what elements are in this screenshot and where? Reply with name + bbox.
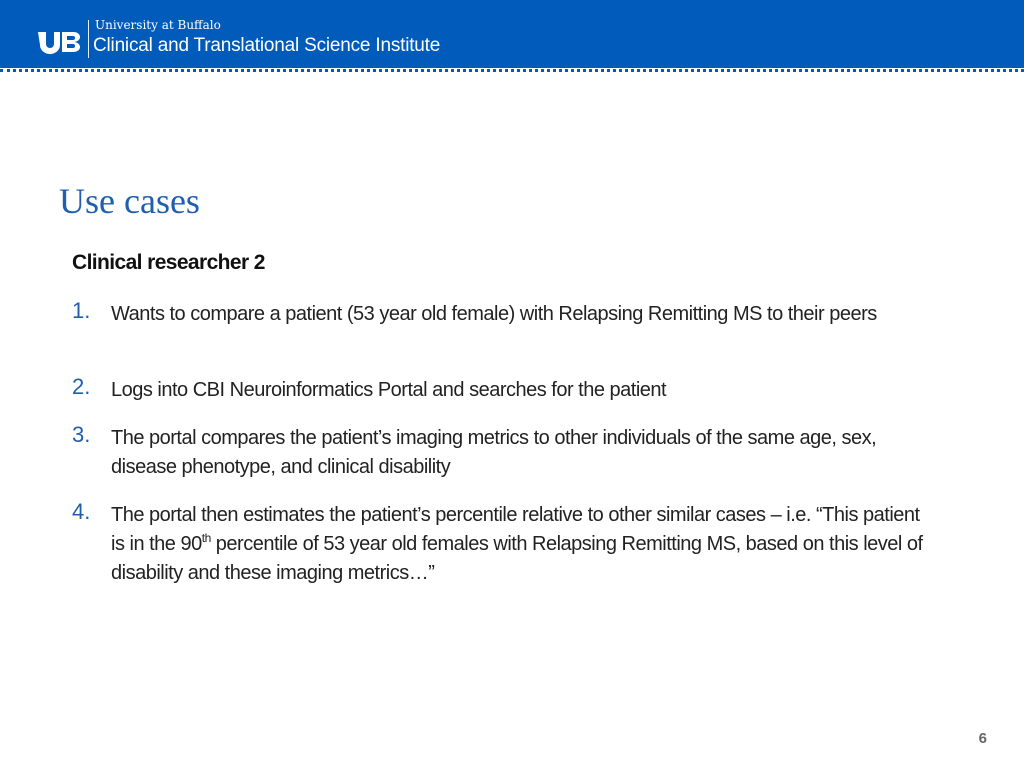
- page-number: 6: [978, 730, 987, 747]
- logo-divider: [88, 20, 89, 58]
- ordinal-suffix: th: [201, 531, 211, 545]
- university-name: University at Buffalo: [95, 18, 221, 32]
- list-item-text: [111, 501, 931, 588]
- list-item-number: 3.: [72, 422, 91, 447]
- header-bar: [0, 0, 1024, 68]
- list-item-text: The portal compares the patient’s imaging metrics to other individuals of the same age, sex, disease phenotype, and clinical disability: [111, 427, 877, 478]
- institute-name: Clinical and Translational Science Institute: [93, 35, 441, 56]
- list-item-number: 2.: [72, 374, 91, 399]
- list-item-number: 4.: [72, 499, 91, 524]
- slide-title: Use cases: [59, 181, 200, 221]
- list-item-text-part-a: The portal then estimates the patient’s percentile relative to other similar cases – i.e. “This patient is in the 90: [111, 504, 920, 555]
- header-dotted-divider: [0, 69, 1024, 72]
- slide-subtitle: Clinical researcher 2: [72, 251, 265, 274]
- list-item-text-part-b: percentile of 53 year old females with Relapsing Remitting MS, based on this level of disability and these imaging metrics…”: [111, 533, 923, 584]
- list-item-number: 1.: [72, 298, 91, 323]
- list-item-text: Wants to compare a patient (53 year old female) with Relapsing Remitting MS to their peers: [111, 303, 877, 325]
- ub-logo-icon: [36, 30, 82, 54]
- list-item-text: Logs into CBI Neuroinformatics Portal and searches for the patient: [111, 379, 667, 401]
